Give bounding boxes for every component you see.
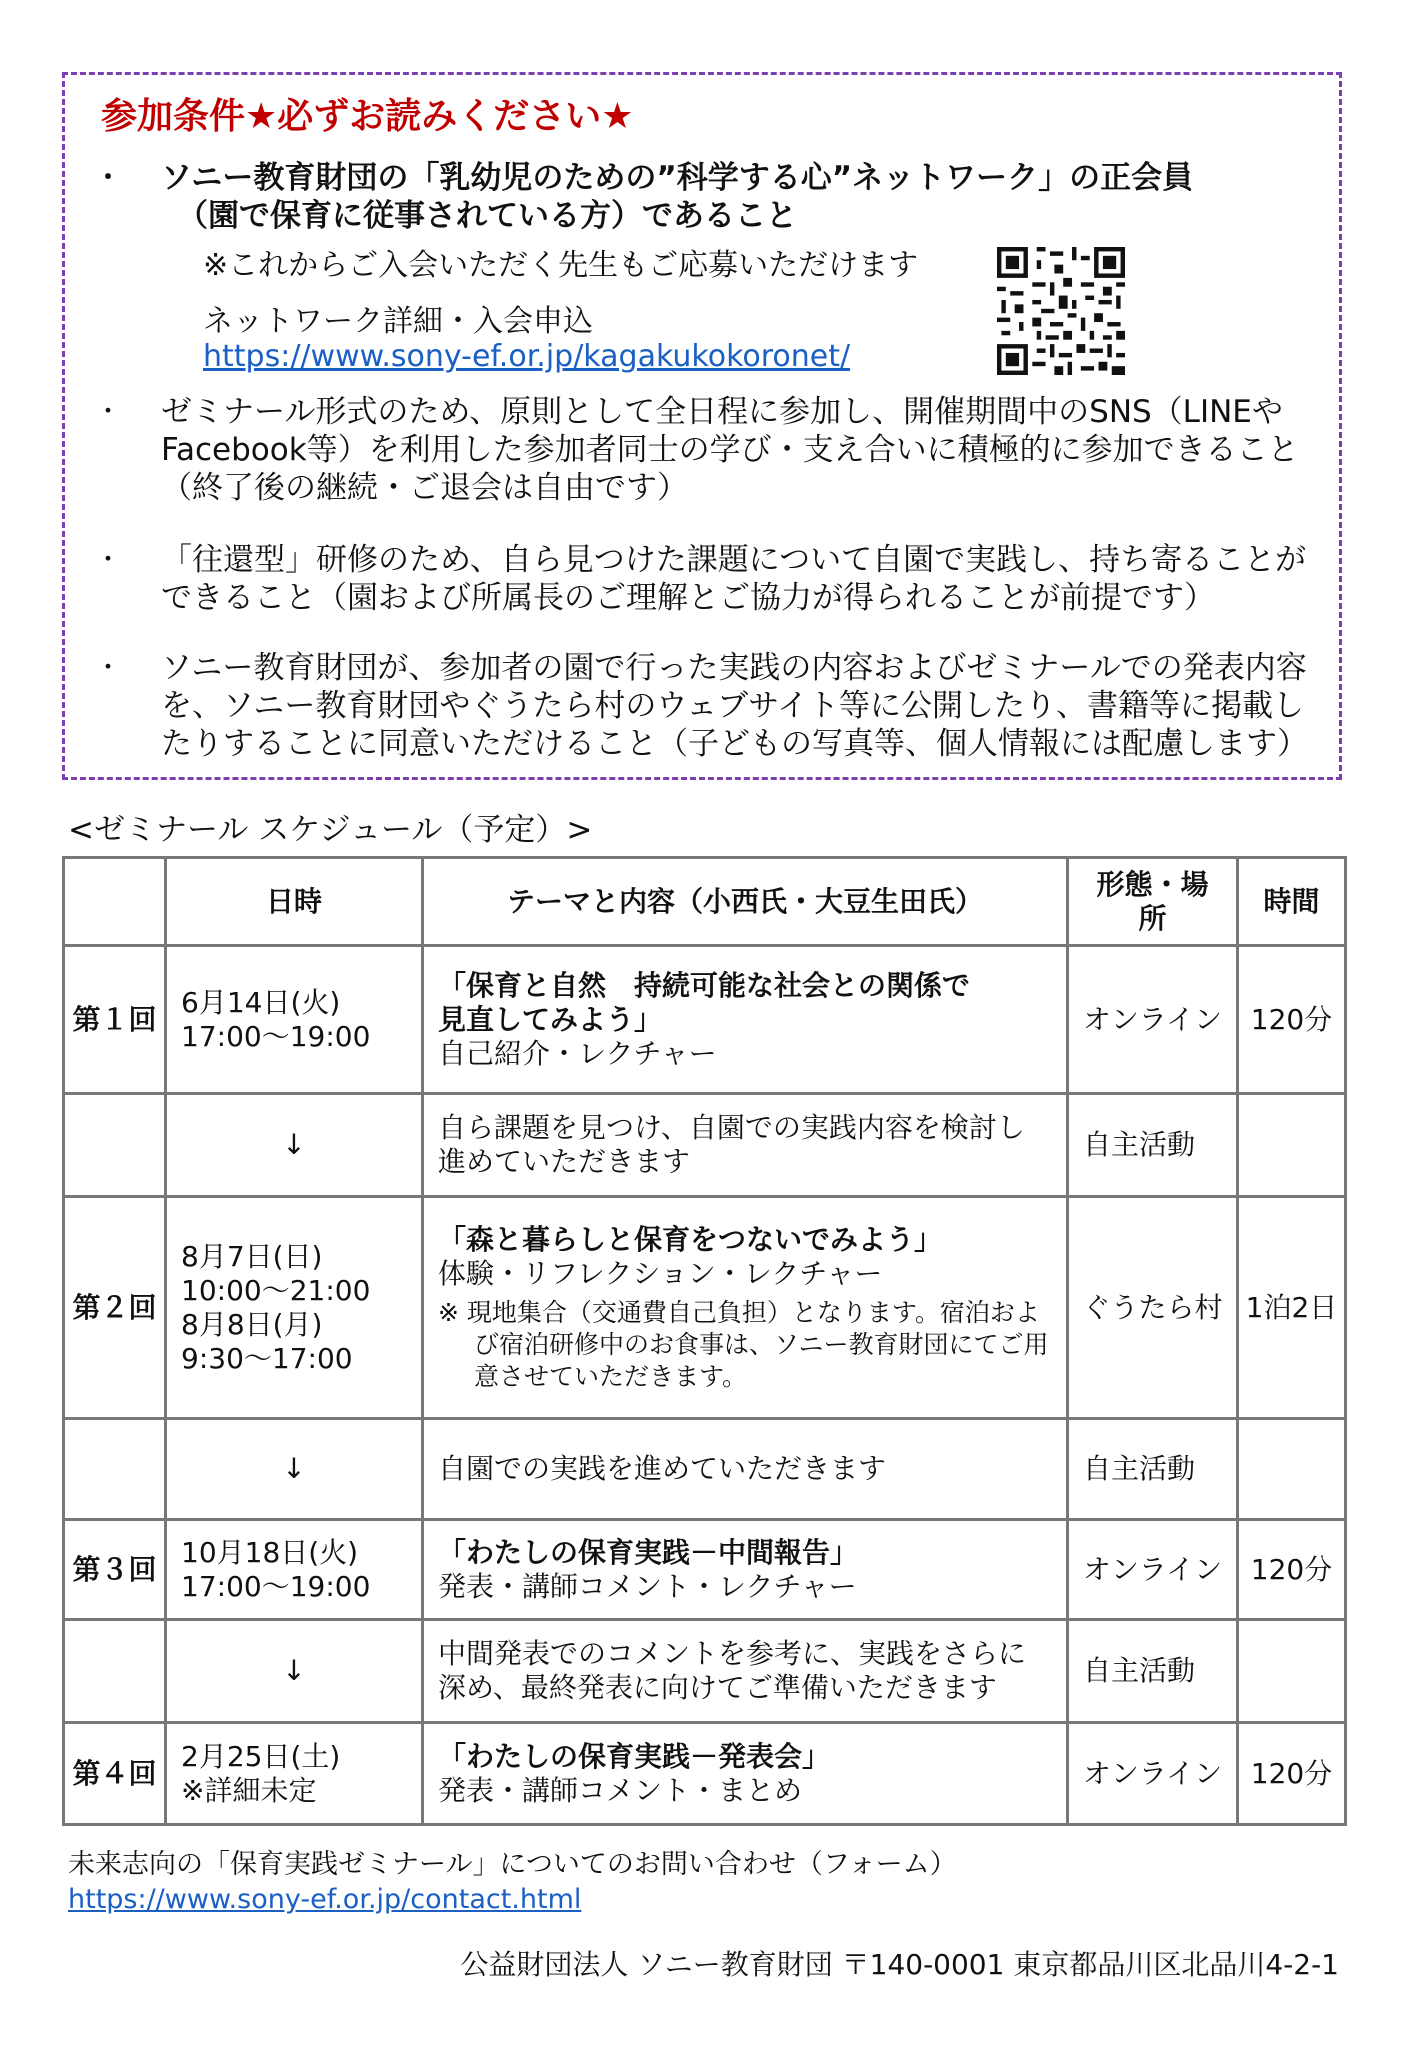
format-cell: 自主活動 bbox=[1068, 1419, 1238, 1520]
condition-membership-line1: ソニー教育財団の「乳幼児のための”科学する心”ネットワーク」の正会員 bbox=[161, 160, 1194, 196]
condition-bullet-practice: ・ 「往還型」研修のため、自ら見つけた課題について自園で実践し、持ち寄ることができること（園および所属長のご理解とご協力が得られることが前提です） bbox=[95, 542, 1307, 616]
condition-membership-line2: （園で保育に従事されている方）であること bbox=[177, 198, 797, 234]
theme-cell: 「森と暮らしと保育をつないでみよう」 体験・リフレクション・レクチャー ※ 現地集合（交通費自己負担）となります。宿泊および宿泊研修中のお食事は、ソニー教育財団にてご用意させていただきます。 bbox=[423, 1197, 1068, 1419]
round-cell bbox=[64, 1620, 166, 1723]
arrow-down-icon: ↓ bbox=[166, 1620, 423, 1723]
conditions-title: 参加条件★必ずお読みください★ bbox=[101, 96, 634, 137]
foundation-address: 公益財団法人 ソニー教育財団 〒140-0001 東京都品川区北品川4-2-1 bbox=[460, 1948, 1339, 1981]
network-link[interactable]: https://www.sony-ef.or.jp/kagakukokoronet/ bbox=[203, 339, 851, 374]
round-cell bbox=[64, 1419, 166, 1520]
format-cell: 自主活動 bbox=[1068, 1620, 1238, 1723]
schedule-heading: <ゼミナール スケジュール（予定）> bbox=[68, 812, 593, 848]
round-cell bbox=[64, 1094, 166, 1197]
format-cell: ぐうたら村 bbox=[1068, 1197, 1238, 1419]
theme-cell: 自園での実践を進めていただきます bbox=[423, 1419, 1068, 1520]
round-cell: 第４回 bbox=[64, 1723, 166, 1825]
table-row bbox=[64, 1620, 1346, 1723]
time-cell: 120分 bbox=[1238, 1520, 1346, 1620]
condition-bullet-membership: ・ ソニー教育財団の「乳幼児のための”科学する心”ネットワーク」の正会員 （園で保育に従事されている方）であること bbox=[95, 159, 1310, 235]
time-cell bbox=[1238, 1620, 1346, 1723]
theme-cell: 「わたしの保育実践－発表会」 発表・講師コメント・まとめ bbox=[423, 1723, 1068, 1825]
lodging-note: ※ 現地集合（交通費自己負担）となります。宿泊および宿泊研修中のお食事は、ソニー教育財団にてご用意させていただきます。 bbox=[438, 1297, 1049, 1391]
header-round bbox=[64, 858, 166, 946]
participation-conditions-box bbox=[62, 72, 1342, 780]
date-cell: 6月14日(火) 17:00～19:00 bbox=[166, 946, 423, 1094]
qr-code-icon bbox=[997, 247, 1125, 375]
header-theme: テーマと内容（小西氏・大豆生田氏） bbox=[423, 858, 1068, 946]
format-cell: オンライン bbox=[1068, 1520, 1238, 1620]
condition-bullet-full-participation: ・ ゼミナール形式のため、原則として全日程に参加し、開催期間中のSNS（LINEやFacebook等）を利用した参加者同士の学び・支え合いに積極的に参加できること（終了後の継続・ご退会は自由です） bbox=[95, 394, 1299, 506]
header-format: 形態・場所 bbox=[1068, 858, 1238, 946]
table-row bbox=[64, 1520, 1346, 1620]
round-cell: 第２回 bbox=[64, 1197, 166, 1419]
table-row bbox=[64, 946, 1346, 1094]
network-details-label: ネットワーク詳細・入会申込 bbox=[203, 304, 593, 339]
table-row bbox=[64, 1419, 1346, 1520]
format-cell: オンライン bbox=[1068, 1723, 1238, 1825]
time-cell: 120分 bbox=[1238, 946, 1346, 1094]
theme-cell: 自ら課題を見つけ、自園での実践内容を検討し進めていただきます bbox=[423, 1094, 1068, 1197]
new-member-note: ※これからご入会いただく先生もご応募いただけます bbox=[203, 248, 919, 283]
condition-bullet-publication-consent: ・ ソニー教育財団が、参加者の園で行った実践の内容およびゼミナールでの発表内容を、ソニー教育財団やぐうたら村のウェブサイト等に公開したり、書籍等に掲載したりすることに同意いただけること（子どもの写真等、個人情報には配慮します） bbox=[95, 650, 1308, 762]
contact-link[interactable]: https://www.sony-ef.or.jp/contact.html bbox=[68, 1884, 582, 1915]
format-cell: オンライン bbox=[1068, 946, 1238, 1094]
theme-cell: 「保育と自然 持続可能な社会との関係で 見直してみよう」 自己紹介・レクチャー bbox=[423, 946, 1068, 1094]
arrow-down-icon: ↓ bbox=[166, 1094, 423, 1197]
round-cell: 第１回 bbox=[64, 946, 166, 1094]
time-cell: 1泊2日 bbox=[1238, 1197, 1346, 1419]
time-cell bbox=[1238, 1094, 1346, 1197]
table-row bbox=[64, 1094, 1346, 1197]
inquiry-label: 未来志向の「保育実践ゼミナール」についてのお問い合わせ（フォーム） bbox=[68, 1849, 957, 1880]
theme-cell: 「わたしの保育実践－中間報告」 発表・講師コメント・レクチャー bbox=[423, 1520, 1068, 1620]
round-cell: 第３回 bbox=[64, 1520, 166, 1620]
arrow-down-icon: ↓ bbox=[166, 1419, 423, 1520]
date-cell: 10月18日(火) 17:00～19:00 bbox=[166, 1520, 423, 1620]
date-cell: 8月7日(日) 10:00～21:00 8月8日(月) 9:30～17:00 bbox=[166, 1197, 423, 1419]
time-cell: 120分 bbox=[1238, 1723, 1346, 1825]
schedule-table bbox=[62, 856, 1347, 1826]
table-row bbox=[64, 1723, 1346, 1825]
theme-cell: 中間発表でのコメントを参考に、実践をさらに深め、最終発表に向けてご準備いただきます bbox=[423, 1620, 1068, 1723]
header-date: 日時 bbox=[166, 858, 423, 946]
format-cell: 自主活動 bbox=[1068, 1094, 1238, 1197]
table-row bbox=[64, 1197, 1346, 1419]
date-cell: 2月25日(土) ※詳細未定 bbox=[166, 1723, 423, 1825]
schedule-header-row bbox=[64, 858, 1346, 946]
header-time: 時間 bbox=[1238, 858, 1346, 946]
time-cell bbox=[1238, 1419, 1346, 1520]
